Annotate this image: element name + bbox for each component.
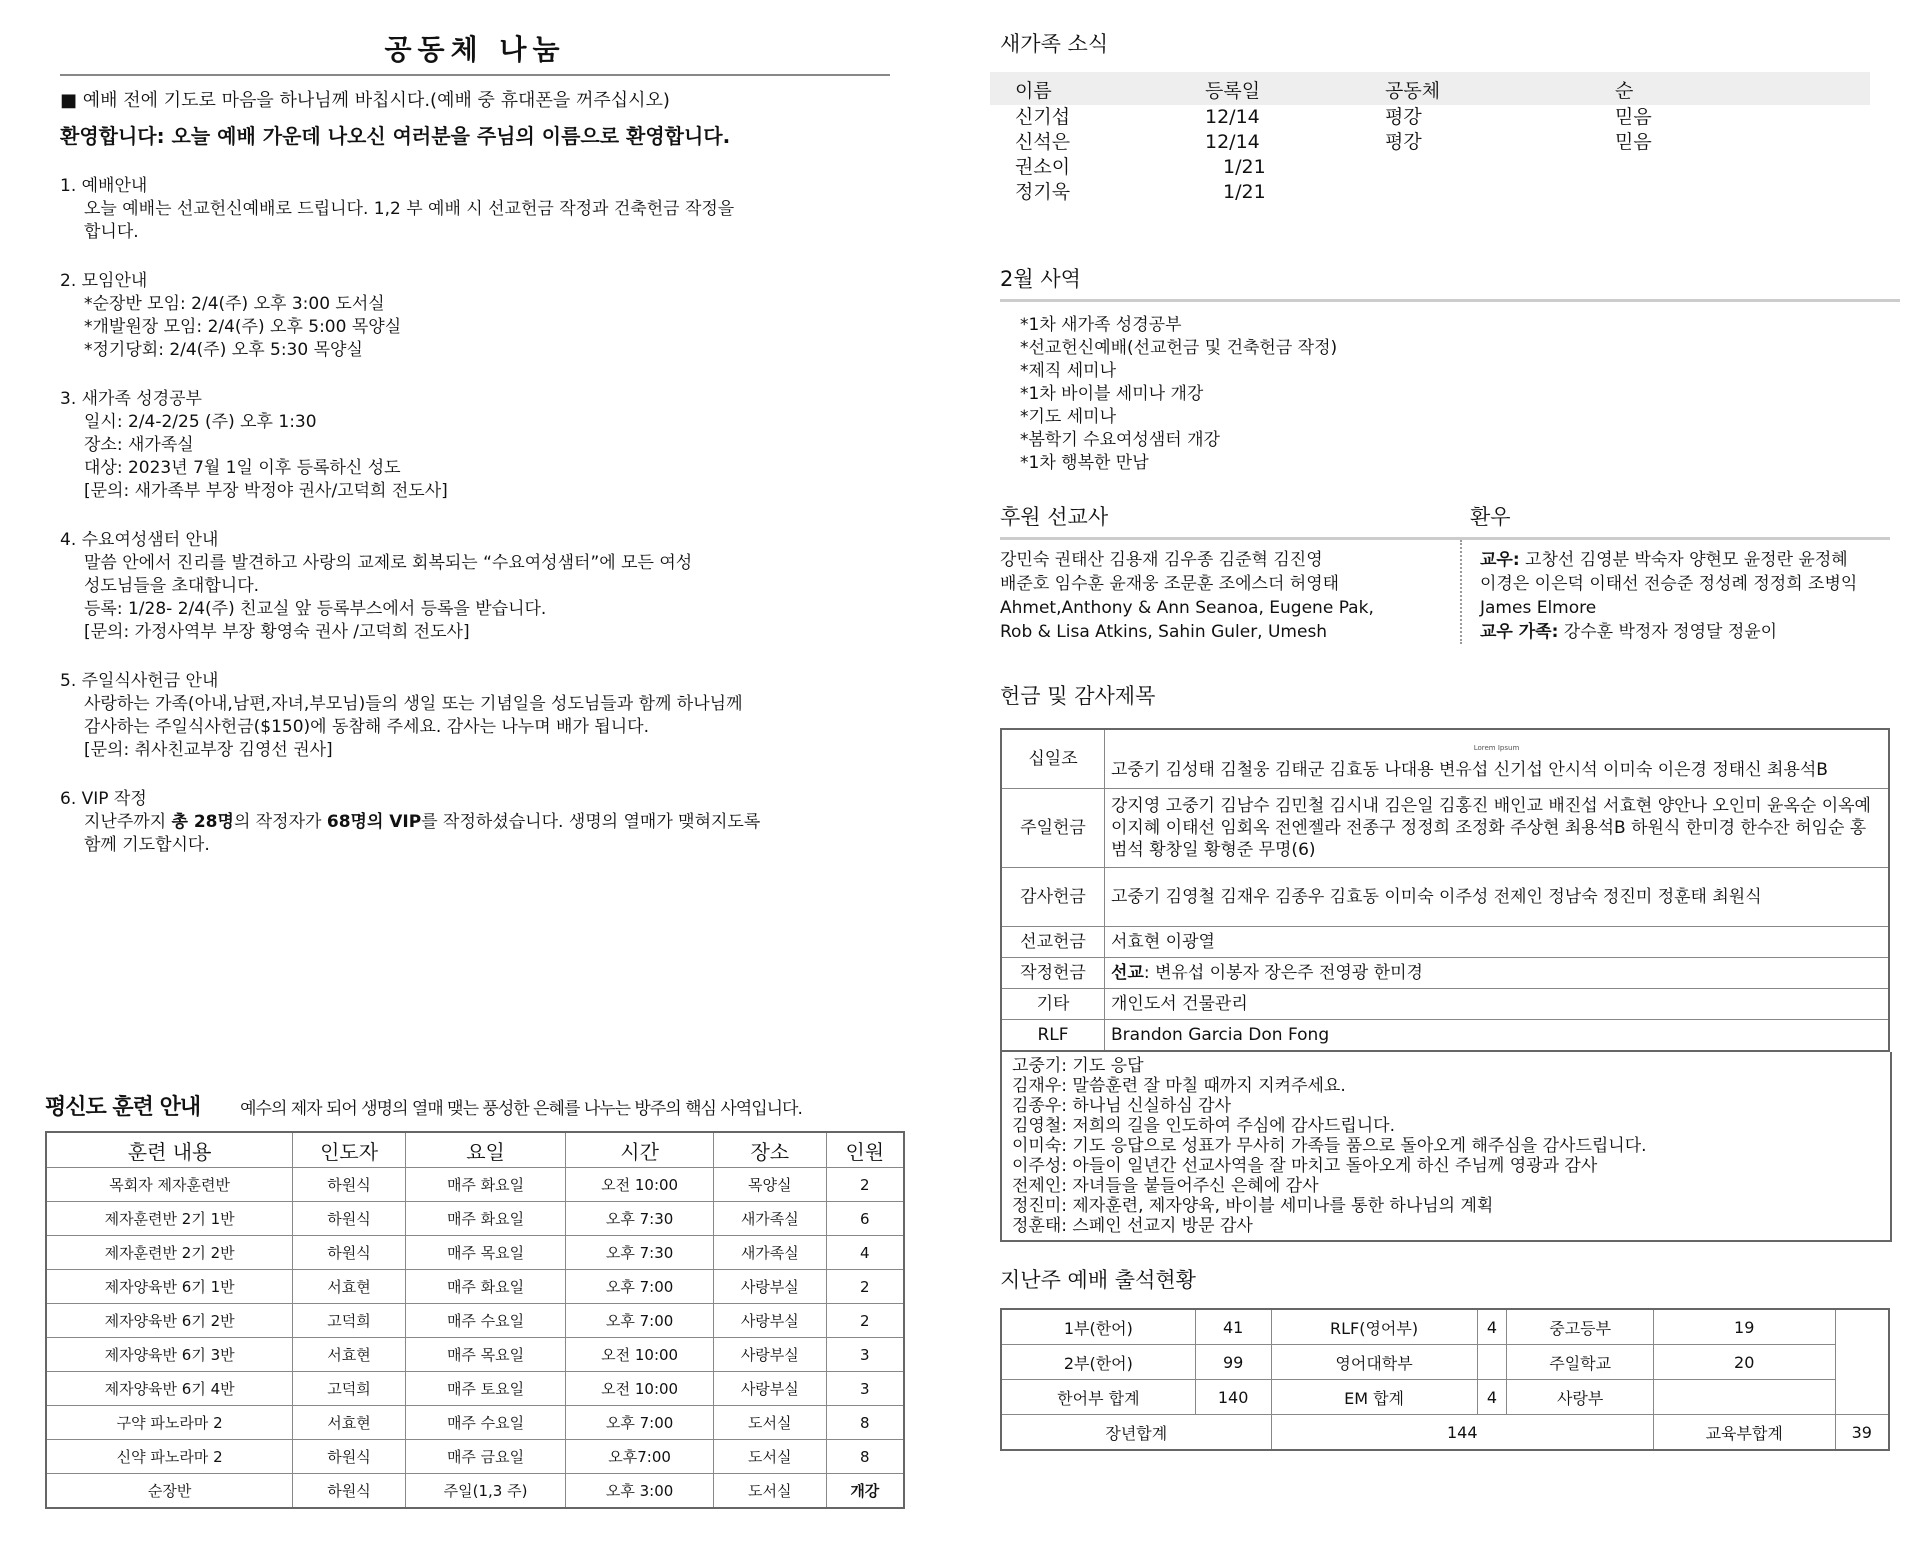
table-cell	[1615, 155, 1795, 180]
offering-text: 개인도서 건물관리	[1111, 994, 1248, 1014]
table-cell: 6	[826, 1202, 904, 1236]
table-cell: 매주 화요일	[405, 1168, 565, 1202]
table-cell: 주일(1,3 주)	[405, 1474, 565, 1509]
section-line: 일시: 2/4-2/25 (주) 오후 1:30	[84, 412, 317, 432]
column-header: 공동체	[1385, 80, 1441, 102]
table-cell: 장년합계	[1001, 1415, 1271, 1451]
section-heading: 6. VIP 작정	[60, 789, 147, 809]
announcement-section	[60, 670, 890, 762]
table-cell: 하원식	[293, 1440, 406, 1474]
table-row	[46, 1270, 904, 1304]
list-item: 김재우: 말씀훈련 잘 마칠 때까지 지켜주세요.	[1012, 1076, 1346, 1096]
offering-category: 선교헌금	[1001, 927, 1105, 958]
table-cell: 신기섭	[1015, 106, 1071, 128]
table-cell: 정기욱	[1015, 181, 1071, 203]
total-row	[1001, 1415, 1889, 1451]
table-row	[1001, 729, 1889, 789]
section-line: [문의: 가정사역부 부장 황영숙 권사 /고덕희 전도사]	[84, 622, 470, 642]
table-cell: 4	[826, 1236, 904, 1270]
table-cell: 사랑부	[1507, 1380, 1654, 1415]
column-header: 요일	[405, 1132, 565, 1168]
table-cell	[1385, 180, 1615, 205]
table-cell: 새가족실	[713, 1202, 826, 1236]
table-cell: 도서실	[713, 1474, 826, 1509]
offering-names	[1105, 868, 1890, 927]
table-cell: 41	[1195, 1309, 1271, 1345]
list-item: 김영철: 저희의 길을 인도하여 주심에 감사드립니다.	[1012, 1116, 1396, 1136]
list-item: *1차 바이블 세미나 개강	[1020, 384, 1204, 404]
table-cell: 서효현	[293, 1338, 406, 1372]
list-item: 강민숙 권태산 김용재 김우종 김준혁 김진영	[1000, 550, 1323, 570]
table-cell: 1부(한어)	[1001, 1309, 1195, 1345]
list-item	[1000, 155, 1880, 180]
table-cell: 구약 파노라마 2	[46, 1406, 293, 1440]
list-item: *1차 행복한 만남	[1020, 453, 1149, 473]
table-row	[1001, 1309, 1889, 1345]
offering-table	[1000, 728, 1890, 1052]
column-header: 이름	[1015, 80, 1052, 102]
table-cell: RLF(영어부)	[1271, 1309, 1477, 1345]
table-row	[46, 1236, 904, 1270]
offering-category: RLF	[1001, 1020, 1105, 1052]
offering-title: 헌금 및 감사제목	[1000, 684, 1156, 708]
announcement-section	[60, 270, 890, 362]
offering-category: 기타	[1001, 989, 1105, 1020]
list-item: 고중기: 기도 응답	[1012, 1056, 1144, 1076]
offering-text: 고중기 김성태 김철웅 김태군 김효동 나대용 변유섭 신기섭 안시석 이미숙 이은경 정태신 최용석B	[1111, 760, 1828, 780]
table-cell: 140	[1195, 1380, 1271, 1415]
list-item: 이주성: 아들이 일년간 선교사역을 잘 마치고 돌아오게 하신 주님께 영광과 감사	[1012, 1156, 1598, 1176]
february-ministry	[1000, 263, 1900, 475]
table-cell: 2	[826, 1304, 904, 1338]
table-cell: 한어부 합계	[1001, 1380, 1195, 1415]
missionaries-title: 후원 선교사	[1000, 501, 1460, 540]
table-cell: 12/14	[1205, 131, 1260, 153]
table-cell: 사랑부실	[713, 1338, 826, 1372]
table-cell: 사랑부실	[713, 1270, 826, 1304]
sick-list: 교우: 고창선 김영분 박숙자 양현모 윤정란 윤정혜 이경은 이은덕 이태선 전승준 정성례 정정희 조병익 James Elmore 교우 가족: 강수훈 박정자 정영달 정윤이	[1480, 550, 1858, 642]
table-cell: 오후 7:30	[566, 1202, 714, 1236]
table-cell: EM 합계	[1271, 1380, 1477, 1415]
table-cell: 오후 7:00	[566, 1270, 714, 1304]
table-cell: 매주 금요일	[405, 1440, 565, 1474]
sick-title: 환우	[1460, 501, 1890, 540]
table-row	[1001, 868, 1889, 927]
offering-names	[1105, 789, 1890, 868]
section-lines	[60, 411, 890, 503]
section-line: 성도님들을 초대합니다.	[84, 576, 260, 596]
announcement-section	[60, 175, 890, 244]
table-row	[46, 1304, 904, 1338]
table-row	[46, 1440, 904, 1474]
offering-category: 십일조	[1001, 729, 1105, 789]
section-line: 장소: 새가족실	[84, 435, 194, 455]
table-cell: 교육부합계	[1653, 1415, 1835, 1451]
section-line: 등록: 1/28- 2/4(주) 친교실 앞 등록부스에서 등록을 받습니다.	[84, 599, 547, 619]
table-cell: 중고등부	[1507, 1309, 1654, 1345]
section-line: [문의: 취사친교부장 김영선 권사]	[84, 740, 333, 760]
table-cell: 99	[1195, 1345, 1271, 1380]
table-cell	[1615, 180, 1795, 205]
offering-names	[1105, 927, 1890, 958]
list-item: 정진미: 제자훈련, 제자양육, 바이블 세미나를 통한 하나님의 계획	[1012, 1196, 1494, 1216]
list-item: 김종우: 하나님 신실하심 감사	[1012, 1096, 1232, 1116]
table-row	[1001, 789, 1889, 868]
notice-text: ■ 예배 전에 기도로 마음을 하나님께 바칩시다.(예배 중 휴대폰을 꺼주십시오)	[60, 90, 670, 111]
vip-section	[60, 788, 890, 857]
announcement-sections	[60, 175, 890, 762]
announcement-section	[60, 388, 890, 503]
table-cell: 2부(한어)	[1001, 1345, 1195, 1380]
thanks-list	[1000, 1052, 1892, 1242]
list-item: 전제인: 자녀들을 붙들어주신 은혜에 감사	[1012, 1176, 1319, 1196]
section-lines	[60, 693, 890, 762]
section-heading: 3. 새가족 성경공부	[60, 389, 202, 409]
list-item: *봄학기 수요여성샘터 개강	[1020, 430, 1220, 450]
offering-category: 감사헌금	[1001, 868, 1105, 927]
table-cell: 오후 7:30	[566, 1236, 714, 1270]
table-cell: 19	[1653, 1309, 1835, 1345]
column-header: 시간	[566, 1132, 714, 1168]
training-table	[45, 1131, 905, 1509]
table-cell: 신석은	[1015, 131, 1071, 153]
section-lines	[60, 552, 890, 644]
attendance-title: 지난주 예배 출석현황	[1000, 1268, 1196, 1292]
table-cell: 사랑부실	[713, 1372, 826, 1406]
training-section	[45, 1090, 905, 1509]
table-row	[46, 1202, 904, 1236]
training-title: 평신도 훈련 안내	[45, 1095, 201, 1120]
table-cell: 2	[826, 1168, 904, 1202]
table-cell	[1385, 155, 1615, 180]
table-cell: 제자양육반 6기 2반	[46, 1304, 293, 1338]
table-cell: 매주 수요일	[405, 1406, 565, 1440]
table-row	[46, 1474, 904, 1509]
table-cell: 도서실	[713, 1440, 826, 1474]
offering-category: 주일헌금	[1001, 789, 1105, 868]
section-heading: 1. 예배안내	[60, 176, 148, 196]
attendance-table	[1000, 1308, 1890, 1451]
announcement-section	[60, 529, 890, 644]
column-header: 인도자	[293, 1132, 406, 1168]
list-item: Ahmet,Anthony & Ann Seanoa, Eugene Pak,	[1000, 598, 1374, 618]
table-cell: 3	[826, 1372, 904, 1406]
column-header: 훈련 내용	[46, 1132, 293, 1168]
section-line: 말씀 안에서 진리를 발견하고 사랑의 교제로 회복되는 “수요여성샘터”에 모든 여성	[84, 553, 693, 573]
table-cell: 목회자 제자훈련반	[46, 1168, 293, 1202]
list-item: 정훈태: 스페인 선교지 방문 감사	[1012, 1216, 1253, 1236]
table-cell: 매주 목요일	[405, 1236, 565, 1270]
table-cell: 12/14	[1205, 106, 1260, 128]
section-line: 합니다.	[84, 222, 139, 242]
offering-names	[1105, 989, 1890, 1020]
section-heading: 5. 주일식사헌금 안내	[60, 671, 219, 691]
table-cell: 평강	[1385, 106, 1422, 128]
table-cell: 2	[826, 1270, 904, 1304]
table-cell: 제자훈련반 2기 1반	[46, 1202, 293, 1236]
training-description: 예수의 제자 되어 생명의 열매 맺는 풍성한 은혜를 나누는 방주의 핵심 사역입니다.	[240, 1099, 802, 1119]
offering-category: 작정헌금	[1001, 958, 1105, 989]
table-cell: 오후7:00	[566, 1440, 714, 1474]
table-cell: 3	[826, 1338, 904, 1372]
new-family-header	[990, 72, 1870, 105]
list-item	[1000, 105, 1880, 130]
february-title: 2월 사역	[1000, 263, 1900, 302]
table-cell: 새가족실	[713, 1236, 826, 1270]
table-cell: 오후 3:00	[566, 1474, 714, 1509]
welcome-text: 환영합니다: 오늘 예배 가운데 나오신 여러분을 주님의 이름으로 환영합니다.	[60, 124, 731, 148]
column-header: 인원	[826, 1132, 904, 1168]
column-header: 장소	[713, 1132, 826, 1168]
section-lines	[60, 198, 890, 244]
table-cell: 주일학교	[1507, 1345, 1654, 1380]
table-row	[1001, 927, 1889, 958]
section-line: 감사하는 주일식사헌금($150)에 동참해 주세요. 감사는 나누며 배가 됩니다.	[84, 717, 649, 737]
table-row	[1001, 1020, 1889, 1052]
table-cell: 1/21	[1223, 156, 1266, 178]
table-cell: 서효현	[293, 1270, 406, 1304]
table-cell: 4	[1477, 1380, 1507, 1415]
list-item	[1000, 130, 1880, 155]
table-cell: 믿음	[1615, 131, 1652, 153]
table-cell: 오전 10:00	[566, 1168, 714, 1202]
column-header: 등록일	[1205, 80, 1261, 102]
attendance-section	[1000, 1264, 1900, 1451]
table-cell: 1/21	[1223, 181, 1266, 203]
table-cell: 제자양육반 6기 4반	[46, 1372, 293, 1406]
offering-names	[1105, 729, 1890, 789]
list-item: Rob & Lisa Atkins, Sahin Guler, Umesh	[1000, 622, 1328, 642]
table-cell: 순장반	[46, 1474, 293, 1509]
table-cell: 하원식	[293, 1202, 406, 1236]
table-cell: 제자양육반 6기 3반	[46, 1338, 293, 1372]
column-header: 순	[1615, 80, 1634, 102]
list-item: *제직 세미나	[1020, 361, 1117, 381]
offering-text: 강지영 고중기 김남수 김민철 김시내 김은일 김홍진 배인교 배진섭 서효현 양안나 오인미 윤옥순 이옥예 이지혜 이태선 임회옥 전엔젤라 전종구 정정희 조정화 주상현 최용석B 하원식 한미경 한수잔 허임순 홍범석 황창일 황형준 무명(6)	[1111, 796, 1871, 860]
table-row	[1001, 1380, 1889, 1415]
table-cell: 목양실	[713, 1168, 826, 1202]
offering-section	[1000, 680, 1900, 1242]
page-title: 공동체 나눔	[60, 28, 890, 76]
lorem-text: Lorem Ipsum	[1473, 744, 1520, 752]
right-page	[1000, 28, 1900, 1451]
table-row	[1001, 958, 1889, 989]
missionary-sick-section	[1000, 501, 1900, 644]
offering-label: 선교	[1111, 963, 1144, 983]
table-cell: 도서실	[713, 1406, 826, 1440]
table-row	[46, 1406, 904, 1440]
offering-names	[1105, 958, 1890, 989]
offering-text: : 변유섭 이봉자 장은주 전영광 한미경	[1143, 963, 1423, 983]
table-cell: 제자양육반 6기 1반	[46, 1270, 293, 1304]
section-line: 대상: 2023년 7월 1일 이후 등록하신 성도	[84, 458, 401, 478]
offering-text: Brandon Garcia Don Fong	[1111, 1025, 1330, 1045]
table-cell: 8	[826, 1440, 904, 1474]
table-row	[1001, 1345, 1889, 1380]
table-cell: 8	[826, 1406, 904, 1440]
offering-text: 고중기 김영철 김재우 김종우 김효동 이미숙 이주성 전제인 정남숙 정진미 정훈태 최원식	[1111, 887, 1762, 907]
table-cell: 오후 7:00	[566, 1406, 714, 1440]
table-cell: 제자훈련반 2기 2반	[46, 1236, 293, 1270]
table-row	[46, 1168, 904, 1202]
missionaries-list	[1000, 540, 1462, 644]
table-cell: 매주 화요일	[405, 1270, 565, 1304]
table-cell	[1653, 1380, 1835, 1415]
table-cell: 하원식	[293, 1474, 406, 1509]
table-row	[46, 1338, 904, 1372]
table-cell: 하원식	[293, 1236, 406, 1270]
section-heading: 2. 모임안내	[60, 271, 148, 291]
table-cell: 서효현	[293, 1406, 406, 1440]
section-line: *개발원장 모임: 2/4(주) 오후 5:00 목양실	[84, 317, 402, 337]
table-cell: 39	[1835, 1415, 1889, 1451]
section-heading: 4. 수요여성샘터 안내	[60, 530, 219, 550]
table-cell: 고덕희	[293, 1304, 406, 1338]
table-cell: 하원식	[293, 1168, 406, 1202]
offering-text: 서효현 이광열	[1111, 932, 1215, 952]
table-cell: 평강	[1385, 131, 1422, 153]
list-item: *선교헌신예배(선교헌금 및 건축헌금 작정)	[1020, 338, 1338, 358]
list-item	[1000, 180, 1880, 205]
table-cell: 믿음	[1615, 106, 1652, 128]
offering-names	[1105, 1020, 1890, 1052]
table-cell: 영어대학부	[1271, 1345, 1477, 1380]
table-row	[46, 1372, 904, 1406]
list-item: *1차 새가족 성경공부	[1020, 315, 1182, 335]
table-cell: 20	[1653, 1345, 1835, 1380]
section-line: *정기당회: 2/4(주) 오후 5:30 목양실	[84, 340, 363, 360]
list-item: 배준호 임수훈 윤재웅 조문훈 조에스더 허영태	[1000, 574, 1340, 594]
table-cell	[1477, 1345, 1507, 1380]
table-cell: 매주 토요일	[405, 1372, 565, 1406]
list-item: *기도 세미나	[1020, 407, 1117, 427]
table-cell: 고덕희	[293, 1372, 406, 1406]
table-cell: 사랑부실	[713, 1304, 826, 1338]
table-cell: 오전 10:00	[566, 1338, 714, 1372]
table-cell: 신약 파노라마 2	[46, 1440, 293, 1474]
section-line: 오늘 예배는 선교헌신예배로 드립니다. 1,2 부 예배 시 선교헌금 작정과 건축헌금 작정을	[84, 199, 735, 219]
table-cell: 매주 화요일	[405, 1202, 565, 1236]
table-cell: 4	[1477, 1309, 1507, 1345]
section-lines	[60, 293, 890, 362]
table-row	[1001, 989, 1889, 1020]
table-cell: 오후 7:00	[566, 1304, 714, 1338]
new-family-title: 새가족 소식	[1000, 32, 1109, 56]
section-line: [문의: 새가족부 부장 박정야 권사/고덕희 전도사]	[84, 481, 448, 501]
section-line: 사랑하는 가족(아내,남편,자녀,부모님)들의 생일 또는 기념일을 성도님들과 함께 하나님께	[84, 694, 743, 714]
left-page	[60, 28, 890, 857]
table-cell: 개강	[826, 1474, 904, 1509]
vip-line-2: 함께 기도합시다.	[84, 835, 210, 855]
table-cell: 144	[1271, 1415, 1653, 1451]
list-item: 이미숙: 기도 응답으로 성표가 무사히 가족들 품으로 돌아오게 해주심을 감사드립니다.	[1012, 1136, 1647, 1156]
section-line: *순장반 모임: 2/4(주) 오후 3:00 도서실	[84, 294, 385, 314]
new-family-table	[1000, 72, 1880, 205]
table-cell: 권소이	[1015, 156, 1071, 178]
vip-line-1: 지난주까지 총 28명의 작정자가 68명의 VIP를 작정하셨습니다. 생명의 열매가 맺혀지도록	[84, 812, 761, 832]
table-cell: 매주 수요일	[405, 1304, 565, 1338]
table-cell: 오전 10:00	[566, 1372, 714, 1406]
table-cell: 매주 목요일	[405, 1338, 565, 1372]
